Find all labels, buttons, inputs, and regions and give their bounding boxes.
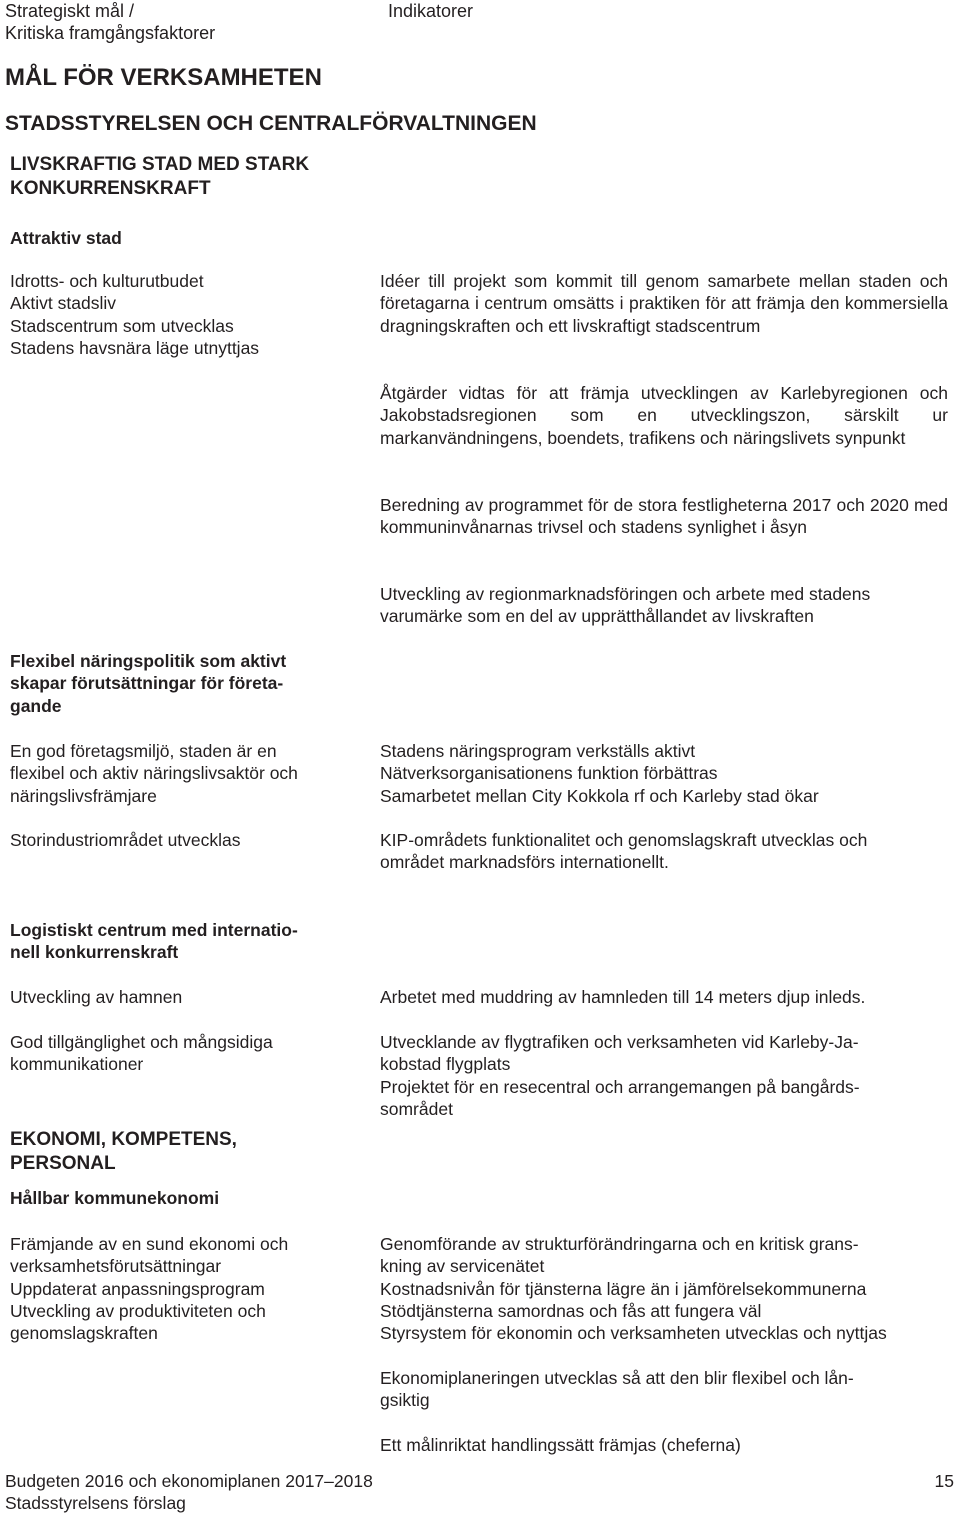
indicator-muddring: Arbetet med muddring av hamnleden till 14 meters djup inleds. xyxy=(380,987,866,1007)
footer-budget-title: Budgeten 2016 och ekonomiplanen 2017–2018 xyxy=(5,1471,373,1491)
section-heading-attraktiv-stad: Attraktiv stad xyxy=(10,228,122,248)
factor-kommunikationer: God tillgänglighet och mångsidiga kommunikationer xyxy=(10,1032,273,1075)
section-heading-kommunekonomi: Hållbar kommunekonomi xyxy=(10,1188,220,1208)
factor-foretagsmiljo: En god företagsmiljö, staden är en flexibel och aktiv näringslivsaktör och näringslivsfrämjare xyxy=(10,741,298,806)
section-heading-logistik: Logistiskt centrum med internatio- nell konkurrenskraft xyxy=(10,920,298,963)
main-goal-heading: LIVSKRAFTIG STAD MED STARK KONKURRENSKRAFT xyxy=(10,154,310,199)
indicator-regionmarknadsforing: Utveckling av regionmarknadsföringen och arbete med stadens varumärke som en del av upprätthållandet av livskraften xyxy=(380,584,871,627)
factor-storindustriomradet: Storindustriområdet utvecklas xyxy=(10,830,241,850)
column-header-factors: Strategiskt mål / Kritiska framgångsfaktorer xyxy=(5,1,216,43)
indicator-malinriktat: Ett målinriktat handlingssätt främjas (cheferna) xyxy=(380,1435,741,1455)
goal-heading-ekonomi: EKONOMI, KOMPETENS, PERSONAL xyxy=(10,1129,237,1174)
indicators-naringsprogram: Stadens näringsprogram verkställs aktivt Nätverksorganisationens funktion förbättras Samarbetet mellan City Kokkola rf och Karleby stad ökar xyxy=(380,741,819,806)
factors-attraktiv-stad: Idrotts- och kulturutbudet Aktivt stadsliv Stadscentrum som utvecklas Stadens havsnära läge utnyttjas xyxy=(10,271,260,358)
indicator-styrsystem: Styrsystem för ekonomin och verksamheten utvecklas och nyttjas xyxy=(380,1323,887,1343)
organization-heading: STADSSTYRELSEN OCH CENTRALFÖRVALTNINGEN xyxy=(5,112,537,135)
factor-hamnen: Utveckling av hamnen xyxy=(10,987,183,1007)
indicator-centrum-projekt: Idéer till projekt som kommit till genom samarbete mellan staden och företagarna i centrum omsätts i praktiken för att främja den kommersiella dragningskraften och ett livskraftigt stadscentrum xyxy=(380,271,948,336)
column-header-indicators: Indikatorer xyxy=(388,1,474,21)
indicators-struktur: Genomförande av strukturförändringarna och en kritisk grans- kning av servicenätet Kostnadsnivån för tjänsterna lägre än i jämförelsekommunerna Stödtjänsterna samordnas och fås att fungera väl xyxy=(380,1234,867,1321)
indicator-utvecklingszon: Åtgärder vidtas för att främja utvecklingen av Karlebyregionen och Jakobstadsregionen som en utvecklingszon, särskilt ur markanvändningens, boendets, trafikens och näringslivets synpunkt xyxy=(380,383,948,448)
factors-kommunekonomi: Främjande av en sund ekonomi och verksamhetsförutsättningar Uppdaterat anpassningsprogram Utveckling av produktiviteten och genomslagskraften xyxy=(10,1234,289,1344)
section-heading-naringspolitik: Flexibel näringspolitik som aktivt skapar förutsättningar för företa- gande xyxy=(10,651,287,716)
indicators-flygtrafik: Utvecklande av flygtrafiken och verksamheten vid Karleby-Ja- kobstad flygplats Projektet för en resecentral och arrangemangen på bangårds- sområdet xyxy=(380,1032,860,1119)
page-number: 15 xyxy=(934,1471,954,1491)
indicator-kip-omradet: KIP-områdets funktionalitet och genomslagskraft utvecklas och området marknadsförs internationellt. xyxy=(380,830,868,873)
indicator-festligheter: Beredning av programmet för de stora festligheterna 2017 och 2020 med kommuninvånarnas trivsel och stadens synlighet i åsyn xyxy=(380,495,948,538)
page-title: MÅL FÖR VERKSAMHETEN xyxy=(5,64,322,91)
footer-proposal: Stadsstyrelsens förslag xyxy=(5,1493,186,1513)
indicator-ekonomiplanering: Ekonomiplaneringen utvecklas så att den blir flexibel och lån- gsiktig xyxy=(380,1368,854,1411)
